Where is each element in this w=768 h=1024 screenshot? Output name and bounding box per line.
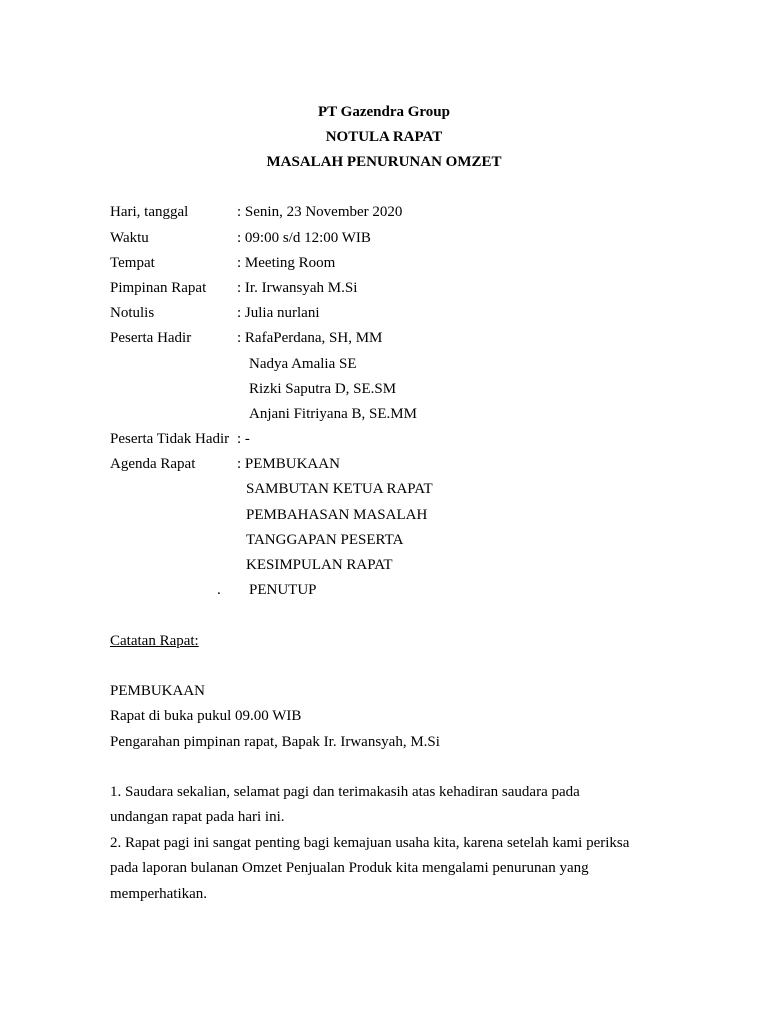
value-waktu: : 09:00 s/d 12:00 WIB [237,230,371,246]
label-agenda: Agenda Rapat [110,456,196,472]
peserta-hadir-item: Nadya Amalia SE [249,356,357,372]
notes-paragraph-line: pada laporan bulanan Omzet Penjualan Produk kita mengalami penurunan yang [110,860,589,876]
label-hari-tanggal: Hari, tanggal [110,204,189,220]
document-type: NOTULA RAPAT [325,129,443,145]
agenda-last-marker: . [217,582,221,598]
notes-line: Pengarahan pimpinan rapat, Bapak Ir. Irwansyah, M.Si [110,734,440,750]
label-waktu: Waktu [110,230,149,246]
label-tempat: Tempat [110,255,155,271]
value-tempat: : Meeting Room [237,255,336,271]
value-agenda: : PEMBUKAAN [237,456,340,472]
label-peserta-tidak-hadir: Peserta Tidak Hadir [110,431,230,447]
notes-section-title: PEMBUKAAN [110,683,206,699]
agenda-item: KESIMPULAN RAPAT [246,557,393,573]
peserta-hadir-item: Anjani Fitriyana B, SE.MM [249,406,417,422]
notes-line: Rapat di buka pukul 09.00 WIB [110,708,302,724]
notes-paragraph-line: 2. Rapat pagi ini sangat penting bagi kemajuan usaha kita, karena setelah kami periksa [110,835,630,851]
value-peserta-tidak-hadir: : - [237,431,250,447]
document-subject: MASALAH PENURUNAN OMZET [266,154,502,170]
notes-paragraph-line: undangan rapat pada hari ini. [110,809,285,825]
agenda-item-last: PENUTUP [249,582,317,598]
notes-paragraph-line: memperhatikan. [110,886,208,902]
company-name: PT Gazendra Group [318,104,450,120]
peserta-hadir-item: Rizki Saputra D, SE.SM [249,381,397,397]
agenda-item: SAMBUTAN KETUA RAPAT [246,481,433,497]
label-peserta-hadir: Peserta Hadir [110,330,192,346]
agenda-item: PEMBAHASAN MASALAH [246,507,428,523]
label-notulis: Notulis [110,305,155,321]
value-pimpinan: : Ir. Irwansyah M.Si [237,280,358,296]
agenda-item: TANGGAPAN PESERTA [246,532,404,548]
value-hari-tanggal: : Senin, 23 November 2020 [237,204,403,220]
label-pimpinan: Pimpinan Rapat [110,280,207,296]
notes-heading: Catatan Rapat: [110,633,199,649]
notes-paragraph-line: 1. Saudara sekalian, selamat pagi dan terimakasih atas kehadiran saudara pada [110,784,580,800]
value-peserta-hadir: : RafaPerdana, SH, MM [237,330,383,346]
value-notulis: : Julia nurlani [237,305,320,321]
